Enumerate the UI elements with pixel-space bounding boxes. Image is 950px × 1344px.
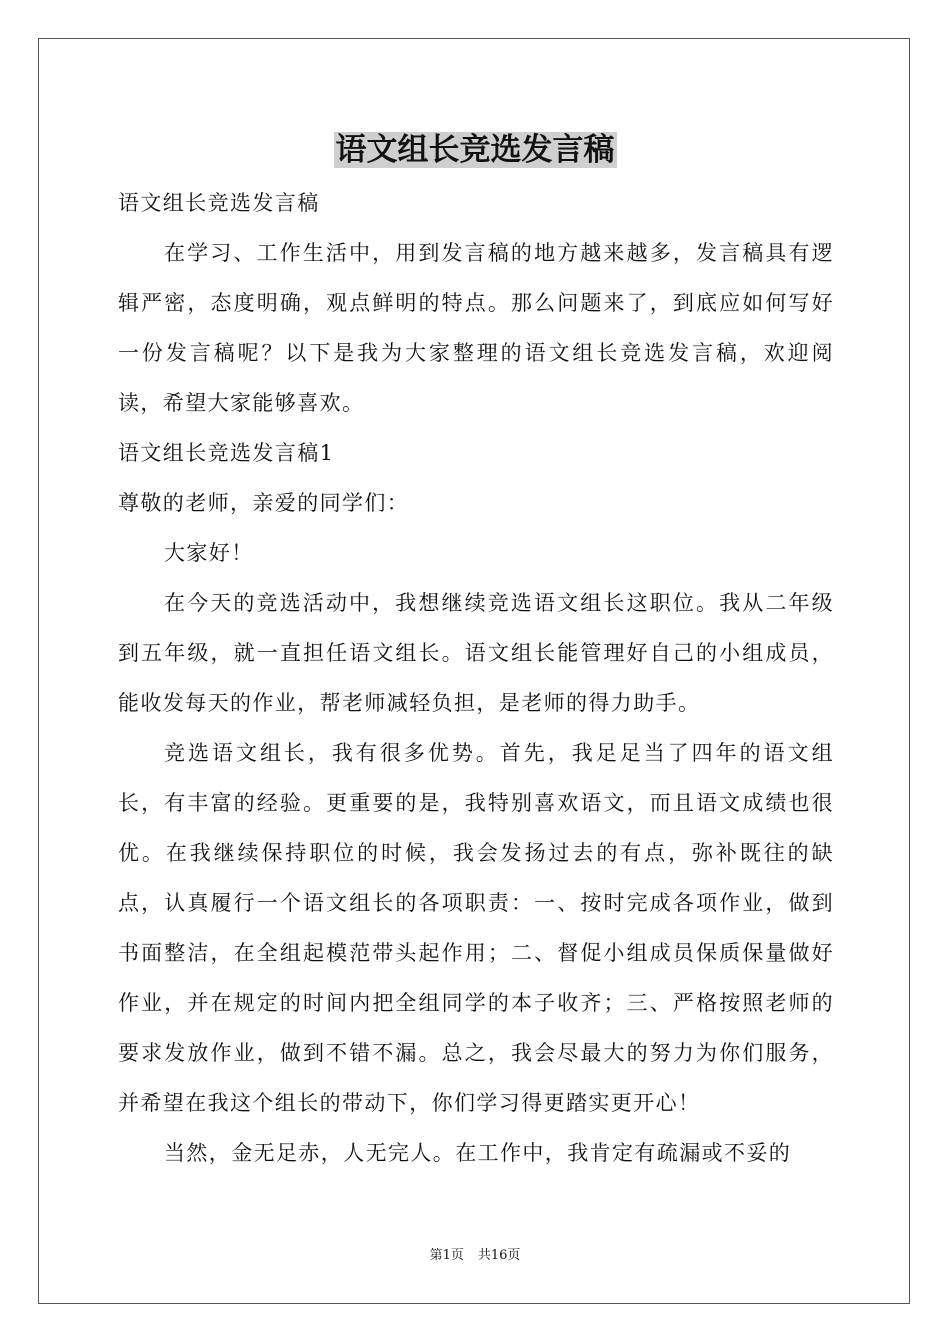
page-number: 第1页 (429, 1248, 464, 1263)
document-title-text: 语文组长竞选发言稿 (335, 132, 615, 168)
subtitle-line: 语文组长竞选发言稿 (118, 191, 320, 215)
intro-paragraph: 在学习、工作生活中，用到发言稿的地方越来越多，发言稿具有逻辑严密，态度明确，观点鲜明的特点。那么问题来了，到底应如何写好一份发言稿呢？以下是我为大家整理的语文组长竞选发言稿，欢迎阅读，希望大家能够喜欢。 (118, 241, 834, 415)
greeting: 大家好！ (164, 541, 254, 565)
page-footer (0, 1247, 950, 1265)
section-heading: 语文组长竞选发言稿1 (118, 441, 335, 465)
body-paragraph: 在今天的竞选活动中，我想继续竞选语文组长这职位。我从二年级到五年级，就一直担任语文组长。语文组长能管理好自己的小组成员，能收发每天的作业，帮老师减轻负担，是老师的得力助手。 (118, 591, 834, 715)
page-total: 共16页 (477, 1248, 521, 1263)
body-paragraph: 当然，金无足赤，人无完人。在工作中，我肯定有疏漏或不妥的 (164, 1141, 792, 1165)
document-title (0, 128, 950, 172)
body-paragraph: 竞选语文组长，我有很多优势。首先，我足足当了四年的语文组长，有丰富的经验。更重要的是，我特别喜欢语文，而且语文成绩也很优。在我继续保持职位的时候，我会发扬过去的有点，弥补既往的缺点，认真履行一个语文组长的各项职责：一、按时完成各项作业，做到书面整洁，在全组起模范带头起作用；二、督促小组成员保质保量做好作业，并在规定的时间内把全组同学的本子收齐；三、严格按照老师的要求发放作业，做到不错不漏。总之，我会尽最大的努力为你们服务，并希望在我这个组长的带动下，你们学习得更踏实更开心！ (118, 741, 834, 1115)
salutation: 尊敬的老师，亲爱的同学们： (118, 491, 410, 515)
document-body (118, 178, 834, 1178)
